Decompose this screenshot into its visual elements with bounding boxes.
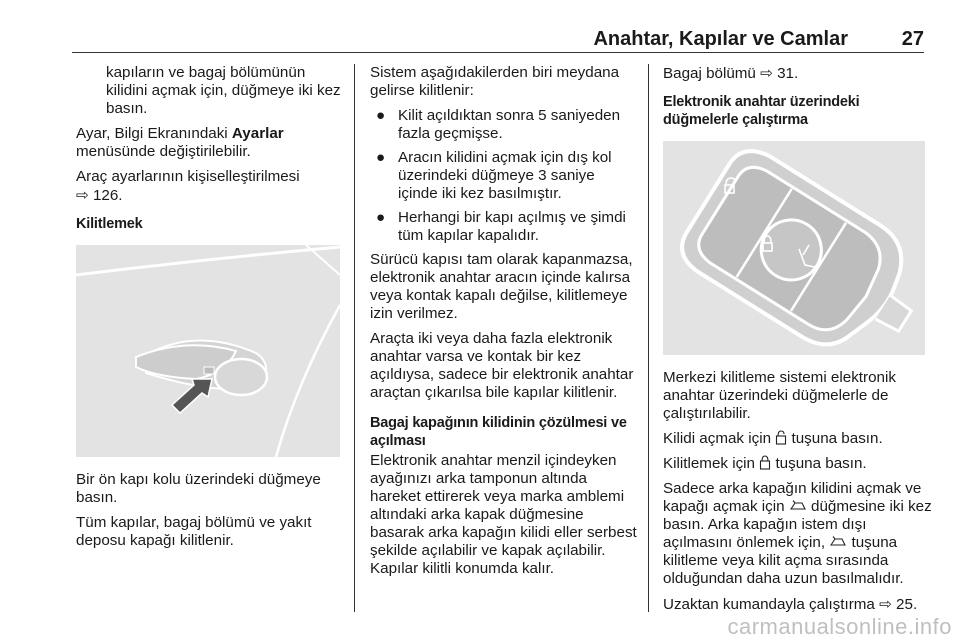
paragraph: Sistem aşağıdakilerden biri meydana gelirse kilitlenir: xyxy=(370,64,620,99)
section-heading: Kilitlemek xyxy=(76,216,143,232)
reference-arrow-icon: ⇨ xyxy=(76,186,89,204)
paragraph: Bir ön kapı kolu üzerindeki düğmeye basın. xyxy=(76,471,321,506)
page-reference[interactable]: 31. xyxy=(772,65,799,82)
text: Uzaktan kumandayla çalıştırma xyxy=(663,596,880,613)
reference-arrow-icon: ⇨ xyxy=(760,64,773,82)
door-handle-illustration xyxy=(76,245,340,457)
paragraph xyxy=(76,168,342,205)
paragraph xyxy=(663,64,933,83)
list-item-text: Herhangi bir kapı açılmış ve şimdi tüm kapılar kapalıdır. xyxy=(398,209,626,244)
column-divider xyxy=(648,64,649,612)
text: Ayar, Bilgi Ekranındaki xyxy=(76,125,232,142)
text: menüsünde değiştirilebilir. xyxy=(76,143,251,160)
text: Kilidi açmak için xyxy=(663,430,776,447)
section-heading: Bagaj kapağının kilidinin çözülmesi ve açılması xyxy=(370,415,627,449)
electronic-key-illustration xyxy=(663,141,925,355)
unlock-icon xyxy=(775,430,787,445)
page-reference[interactable]: 126. xyxy=(88,187,123,204)
paragraph xyxy=(663,455,933,473)
text: Kilitlemek için xyxy=(663,455,760,472)
text: Sadece arka kapağın kilidini açmak ve kapağı açmak için xyxy=(663,480,922,515)
reference-arrow-icon: ⇨ xyxy=(879,595,892,613)
page-reference[interactable]: 25. xyxy=(891,596,918,613)
bullet-icon: ● xyxy=(376,149,386,166)
paragraph xyxy=(663,595,933,614)
tailgate-icon xyxy=(829,536,847,548)
text: tuşuna basın. xyxy=(771,455,867,472)
paragraph: Elektronik anahtar menzil içindeyken ayağınızı arka tamponun altında hareket ettirerek veya marka amblemi altındaki arka kapak düğmesine basarak arka kapağın kilidi eller serbest şekilde açılabilir ve kapak açılabilir. Kapılar kilitli konumda kalır. xyxy=(370,452,637,577)
watermark: carmanualsonline.info xyxy=(727,614,952,639)
page-title: Anahtar, Kapılar ve Camlar xyxy=(593,28,848,50)
paragraph: kapıların ve bagaj bölümünün kilidini açmak için, düğmeye iki kez basın. xyxy=(106,64,341,117)
list-item xyxy=(370,107,638,143)
paragraph: Araçta iki veya daha fazla elektronik anahtar varsa ve kontak bir kez açıldıysa, sadece bir elektronik anahtar araçtan çıkarılsa bile kapılar kilitlenir. xyxy=(370,330,634,401)
page-number: 27 xyxy=(901,28,924,50)
text: Araç ayarlarının kişiselleştirilmesi xyxy=(76,168,300,185)
text: tuşuna basın. xyxy=(787,430,883,447)
section-heading: Elektronik anahtar üzerindeki düğmelerle çalıştırma xyxy=(663,94,860,128)
paragraph: Merkezi kilitleme sistemi elektronik anahtar üzerindeki düğmelerle de çalıştırılabilir. xyxy=(663,369,896,422)
column-2 xyxy=(370,64,638,585)
paragraph: Tüm kapılar, bagaj bölümü ve yakıt deposu kapağı kilitlenir. xyxy=(76,514,312,549)
menu-name: Ayarlar xyxy=(231,125,284,142)
list-item xyxy=(370,209,638,245)
paragraph xyxy=(663,480,933,588)
lock-icon xyxy=(759,455,771,470)
column-1 xyxy=(76,64,342,557)
page-header xyxy=(72,22,924,53)
text: Bagaj bölümü xyxy=(663,65,761,82)
column-3 xyxy=(663,64,933,621)
bullet-icon: ● xyxy=(376,209,386,226)
bullet-icon: ● xyxy=(376,107,386,124)
paragraph xyxy=(663,430,933,448)
list-item xyxy=(370,149,638,203)
tailgate-icon xyxy=(789,500,807,512)
paragraph xyxy=(76,125,342,161)
list-item-text: Aracın kilidini açmak için dış kol üzerindeki düğmeye 3 saniye içinde iki kez basılmıştır. xyxy=(398,149,612,202)
text: tuşuna kilitleme veya kilit açma sırasında olduğundan daha uzun basılmalıdır. xyxy=(663,534,904,587)
paragraph: Sürücü kapısı tam olarak kapanmazsa, elektronik anahtar aracın içinde kalırsa veya kontak kapalı değilse, kilitlemeye izin verilmez. xyxy=(370,251,633,322)
list-item-text: Kilit açıldıktan sonra 5 saniyeden fazla geçmişse. xyxy=(398,107,621,142)
text: düğmesine iki kez basın. Arka kapağın istem dışı açılmasını önlemek için, xyxy=(663,498,932,551)
column-divider xyxy=(354,64,355,612)
